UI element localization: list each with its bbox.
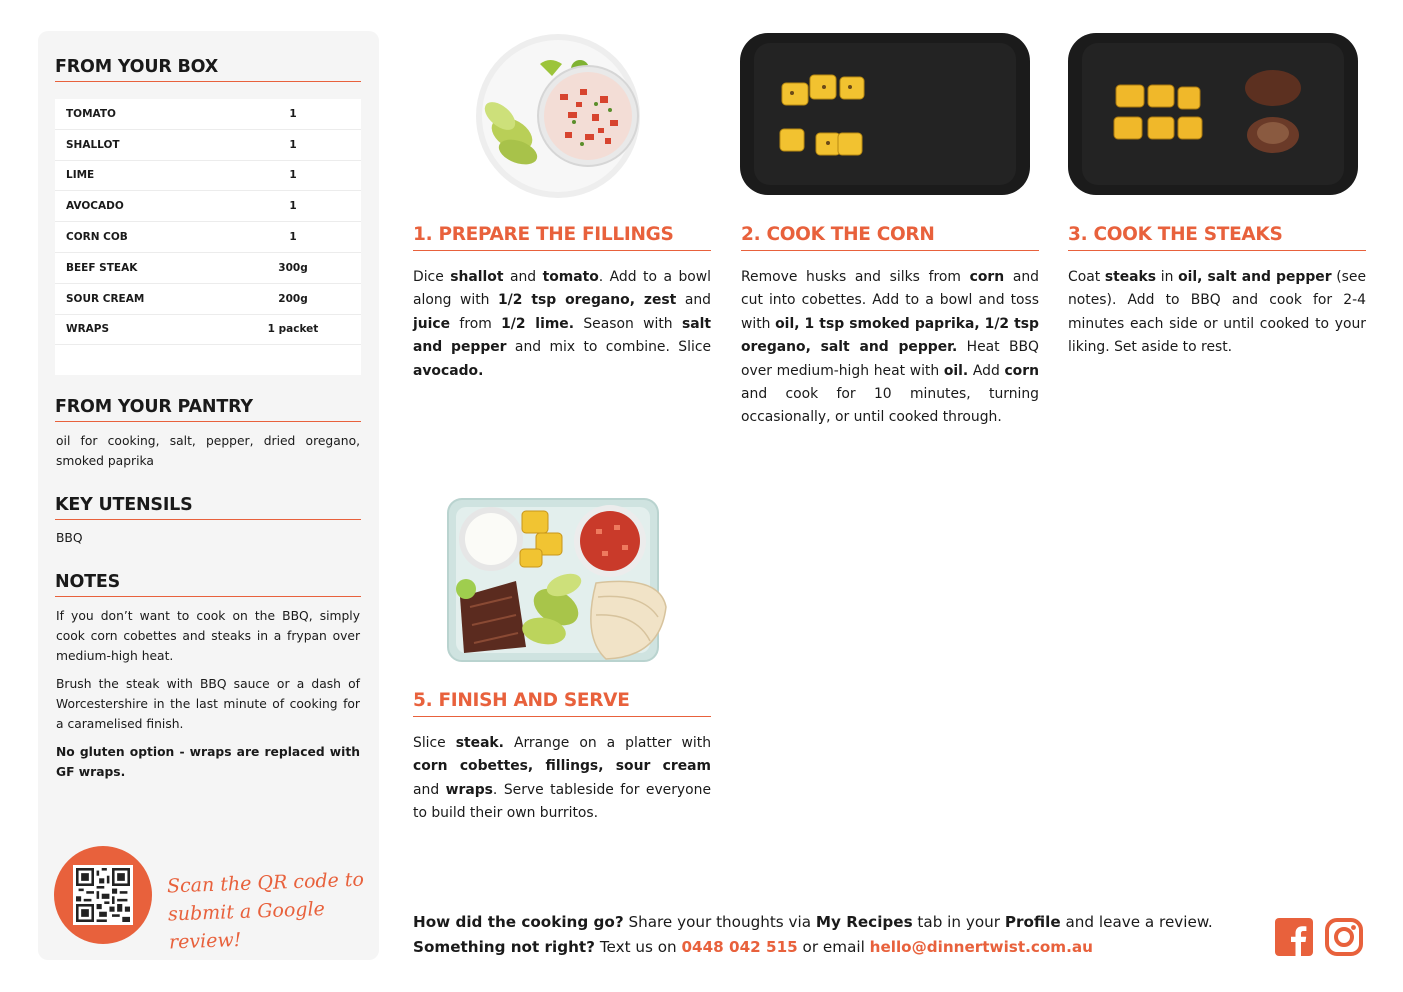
qr-code-icon [76,868,130,922]
ingredient-highlight: tomato [542,269,599,285]
ingredient-highlight: corn cobettes, fillings, sour cream [413,758,711,775]
qr-prompt-line: submit a Google review! [167,898,326,954]
text-run: Add [968,362,1005,379]
text-run: in [1156,269,1179,285]
text-run: . Serve tableside for everyone to build their own burritos. [413,781,711,822]
ingredient-qty: 1 packet [267,323,319,336]
text-run: from [450,315,502,332]
ingredient-highlight: steak. [455,735,504,751]
ingredient-name: LIME [66,169,95,182]
utensils-text: BBQ [56,531,83,545]
text-run: Heat BBQ over medium-high heat with [741,339,1039,379]
utensils-heading: KEY UTENSILS [55,495,361,520]
note-paragraph: If you don’t want to cook on the BBQ, simply cook corn cobettes and steaks in a frypan over medium-high heat. [56,609,360,663]
text-run: or email [797,938,870,956]
text-run: and [413,781,446,798]
step1-photo [470,34,646,199]
ingredient-highlight: 1/2 lime. [501,315,574,332]
step5-instructions [413,732,711,826]
table-row [55,99,361,130]
ingredient-qty: 300g [278,261,308,274]
ingredients-sidebar [38,31,379,960]
step3-photo [1068,33,1358,195]
text-run: Dice [413,269,451,285]
ingredient-qty: 1 [289,138,297,151]
text-run: and [503,269,543,285]
feedback-line [413,910,1213,935]
ingredient-name: AVOCADO [66,200,124,213]
table-row [55,284,361,315]
facebook-icon[interactable] [1275,918,1313,956]
ingredient-name: SHALLOT [66,138,120,151]
ingredient-highlight: salt and pepper [413,315,711,356]
ingredient-highlight: shallot [450,269,504,285]
contact-question: Something not right? [413,938,595,956]
table-row [55,161,361,192]
note-paragraph: Brush the steak with BBQ sauce or a dash of Worcestershire in the last minute of cooking for a caramelised finish. [56,677,360,731]
text-run: and cut into cobettes. Add to a bowl and toss with [741,269,1039,332]
table-row [55,222,361,253]
ingredient-qty: 1 [289,200,297,213]
text-run: Coat [1068,269,1105,285]
ingredient-name: WRAPS [66,323,110,336]
qr-code[interactable] [73,865,133,925]
instagram-icon[interactable] [1325,918,1363,956]
step3-heading: 3. COOK THE STEAKS [1068,224,1366,251]
box-ingredients-table [55,99,361,375]
notes-text [56,606,360,790]
step2-heading: 2. COOK THE CORN [741,224,1039,251]
ingredient-highlight: steaks [1104,269,1157,285]
step1-heading: 1. PREPARE THE FILLINGS [413,224,711,251]
email-link[interactable]: hello@dinnertwist.com.au [869,938,1093,956]
ingredient-highlight: juice [413,315,451,332]
text-run: Text us on [595,938,682,956]
ingredient-name: TOMATO [66,107,116,120]
ingredient-highlight: oil, 1 tsp smoked paprika, 1/2 tsp oregano, salt and pepper. [741,315,1040,356]
qr-prompt-line: Scan the QR code to [166,868,365,898]
gluten-note: No gluten option - wraps are replaced with GF wraps. [56,745,360,779]
table-row [55,253,361,284]
step3-instructions [1068,266,1366,360]
table-row [55,315,361,346]
step1-instructions [413,266,711,383]
ingredient-name: CORN COB [66,231,128,244]
box-heading: FROM YOUR BOX [55,57,361,82]
my-recipes-label: My Recipes [815,913,913,931]
qr-review-prompt [167,866,370,957]
feedback-footer [413,910,1213,960]
ingredient-highlight: corn [969,269,1005,285]
ingredient-name: BEEF STEAK [66,261,138,274]
pantry-text: oil for cooking, salt, pepper, dried oregano, smoked paprika [56,434,360,468]
text-run: tab in your [912,913,1005,931]
ingredient-highlight: 1/2 tsp oregano, zest [498,292,677,309]
text-run: Arrange on a platter with [503,735,711,751]
step2-photo [740,33,1030,195]
phone-link[interactable]: 0448 042 515 [681,938,798,956]
profile-label: Profile [1004,913,1061,931]
text-run: Share your thoughts via [623,913,816,931]
text-run: and cook for 10 minutes, turning occasionally, or until cooked through. [741,386,1039,426]
step5-photo [446,497,668,663]
ingredient-qty: 1 [289,231,297,244]
feedback-question: How did the cooking go? [413,913,624,931]
contact-line [413,935,1213,960]
qr-code-badge[interactable] [54,846,152,944]
ingredient-name: SOUR CREAM [66,292,145,305]
text-run: and leave a review. [1060,913,1213,931]
ingredient-qty: 1 [289,169,297,182]
ingredient-highlight: avocado. [413,362,484,379]
step5-heading: 5. FINISH AND SERVE [413,690,711,717]
step2-instructions [741,266,1039,430]
text-run: and [676,292,711,309]
text-run: and mix to combine. Slice [506,339,711,356]
notes-heading: NOTES [55,572,361,597]
text-run: Season with [574,315,682,332]
table-row [55,130,361,161]
text-run: . Add to a bowl along with [413,269,711,309]
text-run: Slice [413,735,456,751]
ingredient-qty: 200g [278,292,308,305]
ingredient-highlight: corn [1004,362,1039,379]
pantry-heading: FROM YOUR PANTRY [55,397,361,422]
ingredient-highlight: oil. [943,362,969,379]
ingredient-qty: 1 [289,107,297,120]
ingredient-highlight: wraps [445,781,493,798]
text-run: Remove husks and silks from [741,269,970,285]
table-row [55,191,361,222]
ingredient-highlight: oil, salt and pepper [1178,269,1332,285]
text-run: (see notes). Add to BBQ and cook for 2-4 minutes each side or until cooked to your liking. Set aside to rest. [1068,269,1366,356]
